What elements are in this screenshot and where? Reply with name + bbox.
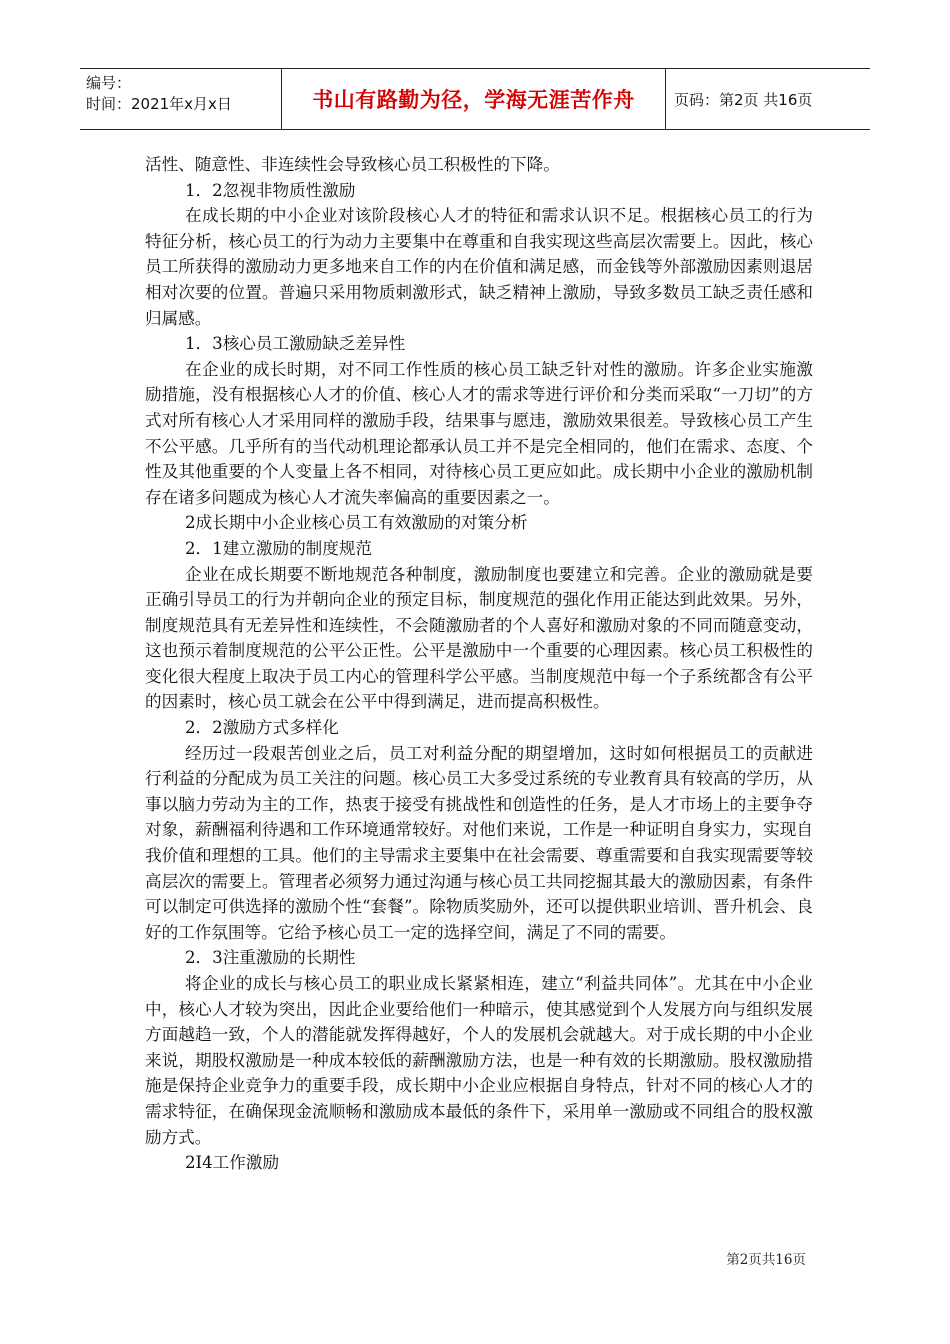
header-meta — [80, 69, 282, 129]
page-footer: 第2页共16页 — [726, 1252, 806, 1268]
serial-label: 编号： — [86, 74, 132, 92]
paragraph: 经历过一段艰苦创业之后，员工对利益分配的期望增加，这时如何根据员工的贡献进行利益的分配成为员工关注的问题。核心员工大多受过系统的专业教育具有较高的学历，从事以脑力劳动为主的工作，热衷于接受有挑战性和创造性的任务，是人才市场上的主要争夺对象，薪酬福利待遇和工作环境通常较好。对他们来说，工作是一种证明自身实力，实现自我价值和理想的工具。他们的主导需求主要集中在社会需要、尊重需要和自我实现需要等较高层次的需要上。管理者必须努力通过沟通与核心员工共同挖掘其最大的激励因素，有条件可以制定可供选择的激励个性“套餐”。除物质奖励外，还可以提供职业培训、晋升机会、良好的工作氛围等。它给予核心员工一定的选择空间，满足了不同的需要。 — [145, 743, 813, 942]
section-heading-2-3: 2．3注重激励的长期性 — [185, 948, 356, 968]
paragraph: 企业在成长期要不断地规范各种制度，激励制度也要建立和完善。企业的激励就是要正确引导员工的行为并朝向企业的预定目标，制度规范的强化作用正能达到此效果。另外，制度规范具有无差异性和连续性，不会随激励者的个人喜好和激励对象的不同而随意变动，这也预示着制度规范的公平公正性。公平是激励中一个重要的心理因素。核心员工积极性的变化很大程度上取决于员工内心的管理科学公平感。当制度规范中每一个子系统都含有公平的因素时，核心员工就会在公平中得到满足，进而提高积极性。 — [145, 564, 813, 712]
paragraph: 将企业的成长与核心员工的职业成长紧紧相连，建立“利益共同体”。尤其在中小企业中，核心人才较为突出，因此企业要给他们一种暗示，使其感觉到个人发展方向与组织发展方面越趋一致，个人的潜能就发挥得越好，个人的发展机会就越大。对于成长期的中小企业来说，期股权激励是一种成本较低的薪酬激励方法，也是一种有效的长期激励。股权激励措施是保持企业竞争力的重要手段，成长期中小企业应根据自身特点，针对不同的核心人才的需求特征，在确保现金流顺畅和激励成本最低的条件下，采用单一激励或不同组合的股权激励方式。 — [145, 974, 813, 1147]
paragraph-continuation: 活性、随意性、非连续性会导致核心员工积极性的下降。 — [145, 155, 560, 174]
header-page-code: 页码：第2页 共16页 — [674, 90, 813, 109]
section-heading-1-3: 1．3核心员工激励缺乏差异性 — [185, 334, 406, 354]
section-heading-2: 2成长期中小企业核心员工有效激励的对策分析 — [185, 513, 528, 533]
section-heading-2-1: 2．1建立激励的制度规范 — [185, 538, 373, 558]
time-label: 时间：2021年x月x日 — [86, 95, 232, 113]
section-heading-1-2: 1．2忽视非物质性激励 — [185, 180, 356, 200]
paragraph: 在成长期的中小企业对该阶段核心人才的特征和需求认识不足。根据核心员工的行为特征分析，核心员工的行为动力主要集中在尊重和自我实现这些高层次需要上。因此，核心员工所获得的激励动力更多地来自工作的内在价值和满足感，而金钱等外部激励因素则退居相对次要的位置。普遍只采用物质刺激形式，缺乏精神上激励，导致多数员工缺乏责任感和归属感。 — [145, 206, 813, 328]
document-body — [145, 152, 813, 1176]
paragraph: 在企业的成长时期，对不同工作性质的核心员工缺乏针对性的激励。许多企业实施激励措施，没有根据核心人才的价值、核心人才的需求等进行评价和分类而采取“一刀切”的方式对所有核心人才采用同样的激励手段，结果事与愿违，激励效果很差。导致核心员工产生不公平感。几乎所有的当代动机理论都承认员工并不是完全相同的，他们在需求、态度、个性及其他重要的个人变量上各不相同，对待核心员工更应如此。成长期中小企业的激励机制存在诸多问题成为核心人才流失率偏高的重要因素之一。 — [145, 359, 813, 507]
header-motto: 书山有路勤为径，学海无涯苦作舟 — [282, 69, 666, 129]
header-table — [80, 68, 870, 130]
section-heading-2-4: 2I4工作激励 — [185, 1153, 280, 1173]
section-heading-2-2: 2．2激励方式多样化 — [185, 718, 339, 738]
